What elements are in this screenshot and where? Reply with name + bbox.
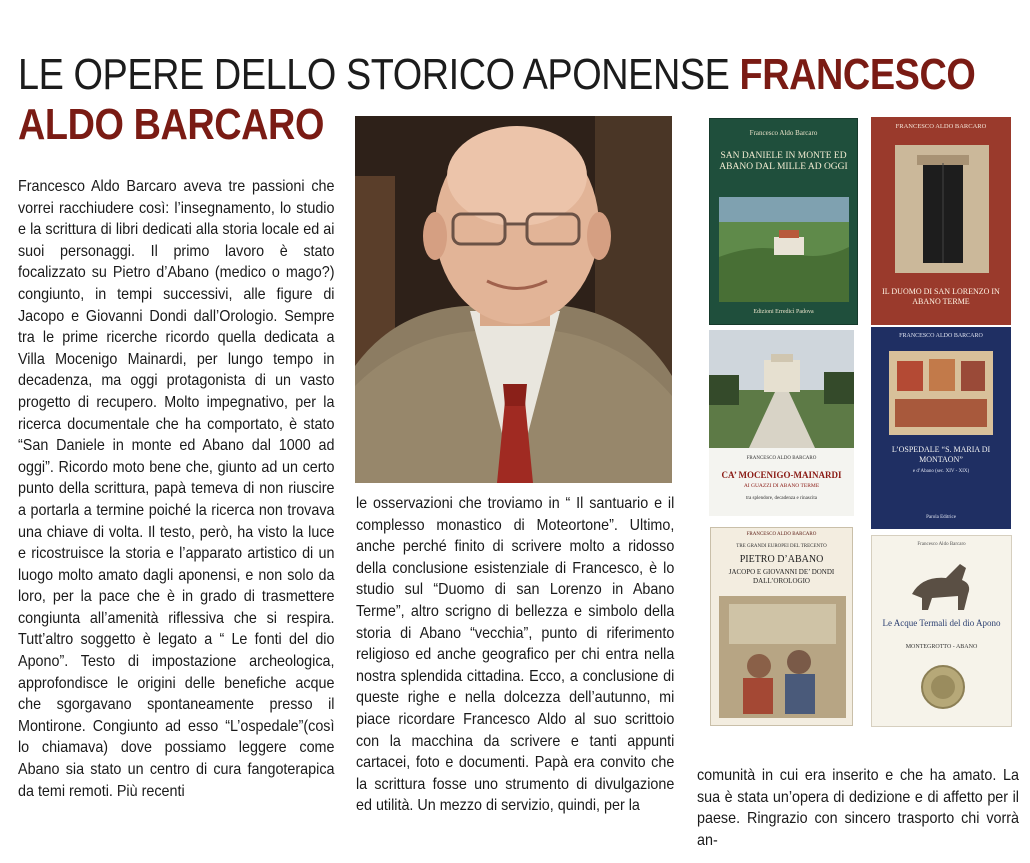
cover-author: FRANCESCO ALDO BARCARO bbox=[899, 333, 983, 339]
cover-title: L’OSPEDALE “S. MARIA DI MONTAON” bbox=[891, 445, 991, 464]
book-cover-duomo bbox=[871, 117, 1011, 325]
title-plain: LE OPERE DELLO STORICO APONENSE bbox=[18, 50, 740, 99]
cover-subtitle: JACOPO E GIOVANNI DE’ DONDI DALL’OROLOGIO bbox=[728, 568, 835, 585]
book-cover-pietro-abano bbox=[710, 527, 853, 726]
cover-author: Francesco Aldo Barcaro bbox=[917, 542, 966, 547]
cover-title: IL DUOMO DI SAN LORENZO IN ABANO TERME bbox=[882, 287, 1000, 306]
text-column-1 bbox=[18, 176, 334, 802]
cover-title: PIETRO D’ABANO bbox=[739, 554, 824, 565]
book-cover-acque-termali bbox=[871, 535, 1012, 727]
cover-author: FRANCESCO ALDO BARCARO bbox=[746, 532, 817, 537]
book-cover-san-daniele bbox=[709, 118, 858, 325]
cover-aerial-image bbox=[719, 197, 849, 302]
cover-publisher: Edizioni Erredicì Padova bbox=[753, 309, 814, 315]
cover-title: CA’ MOCENIGO-MAINARDI bbox=[721, 470, 842, 480]
cover-publisher: Parola Editrice bbox=[926, 515, 956, 520]
title-accent: FRANCESCO ALDO BARCARO bbox=[18, 50, 976, 149]
text-column-2 bbox=[356, 493, 674, 817]
cover-dates: e d’Abano (sec. XIV - XIX) bbox=[912, 469, 970, 474]
paragraph-2: le osservazioni che troviamo in “ Il santuario e il complesso monastico di Moteortone”. Ultimo, anche perché finito di scrivere molto a ridosso della conclusione esistenziale di Francesco, è lo studio sul “Duomo di san Lorenzo in Abano Terme”, altro scrigno di bellezza e simbolo della storia di Abano “vecchia”, punto di riferimento religioso ed anche geografico per chi entra nella nostra splendida cittadina. Ecco, a conclusione di queste righe e nella dolcezza dell’autunno, mi piace ricordare Francesco Aldo al suo scrittoio con la macchina da scrivere e tanti appunti cartacei, foto e documenti. Papà era convito che la scrittura fosse uno strumento di divulgazione ed utilità. Un mezzo di servizio, quindi, per la bbox=[356, 495, 675, 815]
book-cover-ospedale bbox=[871, 327, 1011, 529]
cover-painting-image bbox=[719, 596, 846, 718]
cover-door-image bbox=[895, 145, 989, 273]
horse-statue-icon bbox=[902, 554, 984, 612]
cover-title: Le Acque Termali del dio Apono bbox=[882, 618, 1001, 628]
cover-subtitle: AI GUAZZI DI ABANO TERME bbox=[743, 483, 820, 489]
cover-tagline: tra splendore, decadenza e rinascita bbox=[746, 496, 817, 501]
paragraph-1: Francesco Aldo Barcaro aveva tre passioni che vorrei racchiudere così: l’insegnamento, lo studio e la scrittura di libri dedicati alla storia locale ed ai suoi personaggi. Il primo lavoro è stato focalizzato su Pietro d’Abano (medico o mago?) congiunto, in tempi successivi, alle figure di Jacopo e Giovanni Dondi dall’Orologio. Sempre tra le prime ricerche ricordo quella dedicata a Villa Mocenigo Mainardi, per lungo tempo in decadenza, ma oggi protagonista di un vasto progetto di recupero. Molto impegnativo, per la ricerca documentale che ha comportato, è stato “San Daniele in monte ed Abano dal 1000 ad oggi”. Ricordo moto bene che, giunto ad un certo punto della scrittura, papà temeva di non riuscire a portarla a termine poiché la ricerca non trovava una chiave di volta. Il testo, però, ha visto la luce e ricostruisce la storia e l’apparato artistico di un luogo molto amato dagli aponensi, e non solo da loro, per la pace che è in grado di trasmettere congiunta all’amenità riflessiva che si respira. Tutt’altro soggetto è legato a “ Le fonti del dio Apono”. Testo di impostazione archeologica, approfondisce le origini delle benefiche acque che sgorgavano spontaneamente presso il Montirone. Congiunto ad esso “L’ospedale”(così lo chiamava) dove possiamo leggere come Abano sia stato un centro di cura fangoterapica da temi remoti. Più recenti bbox=[18, 178, 335, 800]
book-cover-mocenigo bbox=[709, 330, 854, 516]
cover-author: FRANCESCO ALDO BARCARO bbox=[746, 456, 817, 461]
cover-villa-image bbox=[709, 330, 854, 448]
cover-author: FRANCESCO ALDO BARCARO bbox=[895, 123, 987, 130]
cover-author: Francesco Aldo Barcaro bbox=[749, 129, 818, 137]
text-column-3 bbox=[697, 765, 1019, 851]
paragraph-3: comunità in cui era inserito e che ha amato. La sua è stata un’opera di dedizione e di affetto per il paese. Ringrazio con sincero trasporto chi vorrà an- bbox=[697, 767, 1019, 849]
cover-subtitle: MONTEGROTTO - ABANO bbox=[905, 644, 978, 650]
cover-title: SAN DANIELE IN MONTE ED ABANO DAL MILLE AD OGGI bbox=[719, 151, 848, 172]
cover-series: TRE GRANDI EUROPEI DEL TRECENTO bbox=[736, 544, 827, 549]
portrait-photo bbox=[355, 116, 672, 483]
cover-fresco-image bbox=[889, 351, 993, 435]
medal-icon bbox=[920, 664, 966, 710]
